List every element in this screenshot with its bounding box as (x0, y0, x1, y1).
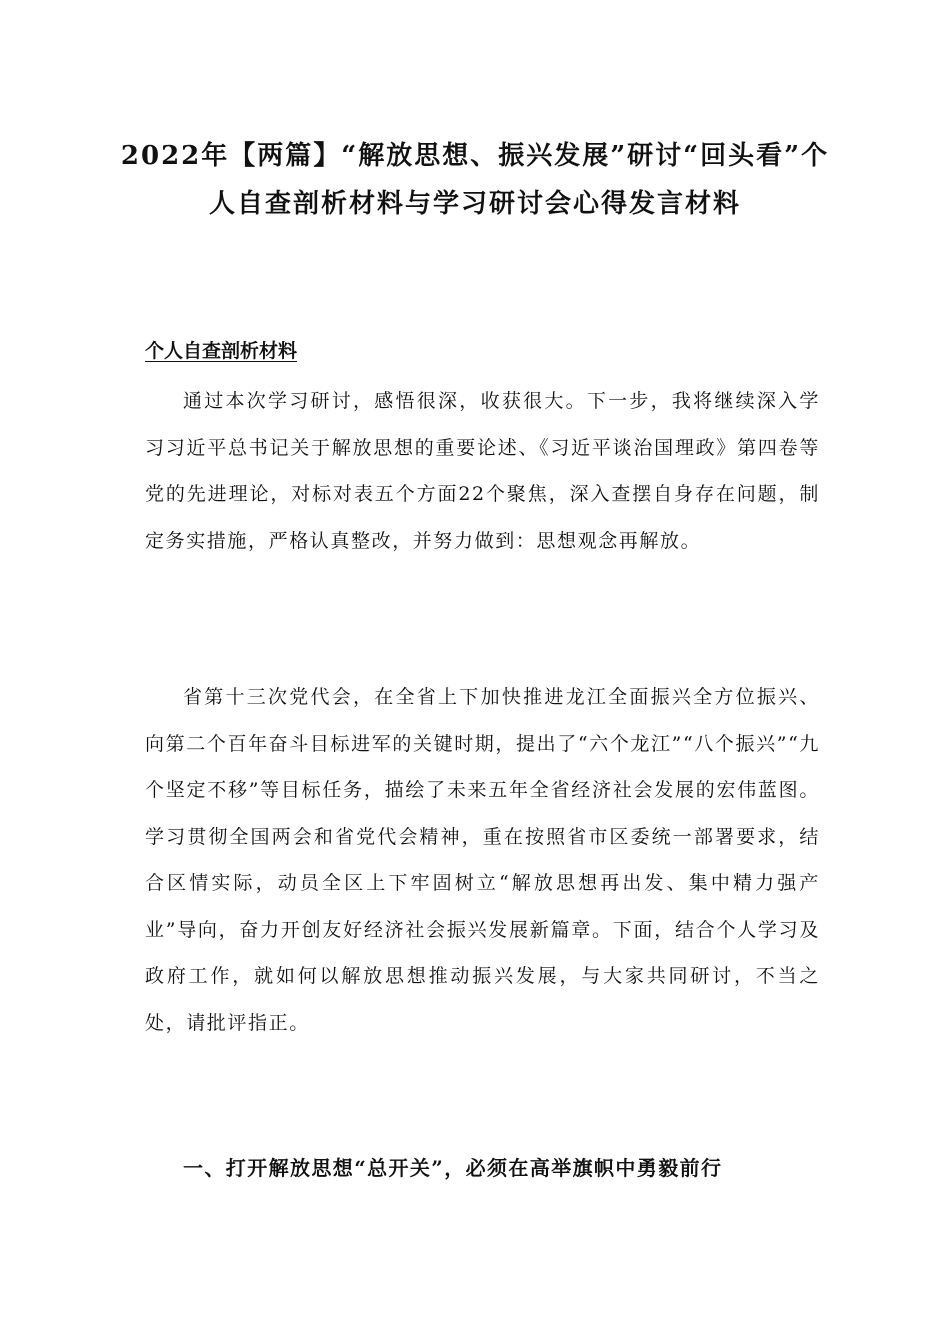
section-heading: 个人自查剖析材料 (145, 340, 298, 362)
document-title: 2022年【两篇】“解放思想、振兴发展”研讨“回头看”个人自查剖析材料与学习研讨会心得发言材料 (120, 141, 830, 219)
body-paragraph-2: 省第十三次党代会，在全省上下加快推进龙江全面振兴全方位振兴、向第二个百年奋斗目标进军的关键时期，提出了“六个龙江”“八个振兴”“九个坚定不移”等目标任务，描绘了未来五年全省经济社会发展的宏伟蓝图。学习贯彻全国两会和省党代会精神，重在按照省市区委统一部署要求，结合区情实际，动员全区上下牢固树立“解放思想再出发、集中精力强产业”导向，奋力开创友好经济社会振兴发展新篇章。下面，结合个人学习及政府工作，就如何以解放思想推动振兴发展，与大家共同研讨，不当之处，请批评指正。 (145, 686, 820, 1034)
subheading-1: 一、打开解放思想“总开关”，必须在高举旗帜中勇毅前行 (183, 1156, 723, 1180)
body-paragraph-1: 通过本次学习研讨，感悟很深，收获很大。下一步，我将继续深入学习习近平总书记关于解放思想的重要论述、《习近平谈治国理政》第四卷等党的先进理论，对标对表五个方面22个聚焦，深入查摆自身存在问题，制定务实措施，严格认真整改，并努力做到：思想观念再解放。 (145, 390, 820, 552)
